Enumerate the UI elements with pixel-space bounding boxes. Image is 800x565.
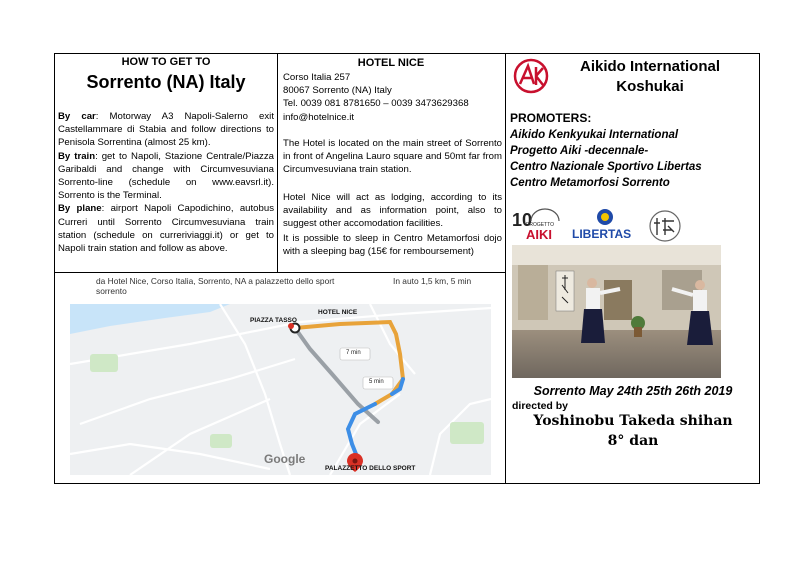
map-label-palazzetto: PALAZZETTO DELLO SPORT bbox=[325, 465, 416, 472]
metamorfosi-brush-icon bbox=[646, 208, 684, 244]
teacher-rank: 8° dan bbox=[607, 433, 659, 449]
hotel-email[interactable]: info@hotelnice.it bbox=[283, 111, 355, 123]
promoter-3: Centro Nazionale Sportivo Libertas bbox=[510, 161, 702, 173]
directions-train bbox=[58, 150, 274, 203]
dojo-photo bbox=[512, 245, 721, 378]
promoters-block bbox=[510, 111, 755, 191]
progetto-aiki-logo: 10 PROGETTO AIKI bbox=[512, 208, 567, 244]
map-caption-right: In auto 1,5 km, 5 min bbox=[393, 276, 472, 286]
sponsor-logos bbox=[512, 208, 722, 244]
map-caption-left: da Hotel Nice, Corso Italia, Sorrento, NA a palazzetto dello sport sorrento bbox=[96, 276, 335, 296]
hotel-address-2: 80067 Sorrento (NA) Italy bbox=[283, 85, 392, 97]
directions-car bbox=[58, 110, 274, 150]
event-title-line-1: Aikido International bbox=[579, 58, 720, 75]
promoter-4: Centro Metamorfosi Sorrento bbox=[510, 177, 670, 189]
aiki-logo bbox=[512, 57, 550, 95]
directions-plane bbox=[58, 202, 274, 255]
promoter-2: Progetto Aiki -decennale- bbox=[510, 145, 649, 157]
libertas-logo bbox=[570, 208, 640, 244]
aiki-logo-icon bbox=[512, 57, 550, 95]
metamorfosi-logo bbox=[646, 208, 684, 244]
progetto-arc-icon bbox=[529, 208, 561, 222]
event-dates: Sorrento May 24th 25th 26th 2019 bbox=[533, 384, 733, 398]
teacher-name: Yoshinobu Takeda shihan bbox=[533, 413, 733, 429]
dojo-photo-graphic bbox=[512, 245, 721, 378]
map-time-1: 7 min bbox=[346, 350, 361, 356]
directions-text bbox=[58, 110, 274, 255]
promoter-1: Aikido Kenkyukai International bbox=[510, 129, 679, 141]
libertas-text: LIBERTAS bbox=[572, 227, 632, 241]
hotel-para-2: Hotel Nice will act as lodging, according to its availability and as information point, also to suggest other accomodation facilities. bbox=[283, 192, 502, 230]
map-label-hotel: HOTEL NICE bbox=[318, 309, 358, 316]
train-label: By train bbox=[58, 150, 96, 162]
directions-heading-small: HOW TO GET TO bbox=[121, 56, 211, 68]
route-map-graphic bbox=[70, 304, 491, 475]
divider-map-top bbox=[54, 272, 505, 273]
divider-right bbox=[505, 53, 506, 484]
hotel-phone: Tel. 0039 081 8781650 – 0039 3473629368 bbox=[283, 98, 469, 110]
event-title bbox=[555, 57, 745, 97]
train-text: : get to Napoli, Stazione Centrale/Piazza Garibaldi and change with Circumvesuviana Sorrento-line (schedule on www.eavsrl.it). Sorrento is the Terminal. bbox=[58, 150, 274, 202]
car-text: : Motorway A3 Napoli-Salerno exit Castellammare di Stabia and follow directions to Penisola Sorrentina (almost 25 km). bbox=[58, 111, 274, 149]
google-logo: Google bbox=[264, 452, 306, 466]
divider-left bbox=[277, 53, 278, 272]
event-title-line-2: Koshukai bbox=[616, 78, 684, 95]
directed-by: directed by bbox=[512, 400, 569, 412]
directions-header bbox=[58, 56, 274, 93]
car-label: By car bbox=[58, 111, 96, 122]
hotel-para-1: The Hotel is located on the main street of Sorrento in front of Angelina Lauro square and 50mt far from Circumvesuviana train station. bbox=[283, 138, 502, 176]
plane-label: By plane bbox=[58, 203, 102, 215]
hotel-para-3: It is possible to sleep in Centro Metamorfosi dojo with a sleeping bag (15€ for remboursement) bbox=[283, 233, 502, 258]
map-time-2: 5 min bbox=[369, 379, 384, 385]
progetto-aiki-large: AIKI bbox=[526, 227, 552, 242]
directions-heading-big: Sorrento (NA) Italy bbox=[86, 72, 246, 92]
map-label-piazza: PIAZZA TASSO bbox=[250, 317, 297, 324]
hotel-heading: HOTEL NICE bbox=[357, 57, 425, 69]
libertas-emblem-icon bbox=[570, 208, 640, 226]
hotel-contact bbox=[283, 71, 503, 124]
promoters-label: PROMOTERS: bbox=[510, 111, 592, 125]
plane-text: : airport Napoli Capodichino, autobus Curreri until Sorrento Circumvesuviana train station (schedule on curreriviaggi.it) or get to Napoli train station and follow as above. bbox=[58, 203, 274, 255]
hotel-address-1: Corso Italia 257 bbox=[283, 72, 351, 83]
progetto-aiki-small: PROGETTO bbox=[526, 222, 554, 228]
route-map[interactable] bbox=[70, 304, 491, 475]
